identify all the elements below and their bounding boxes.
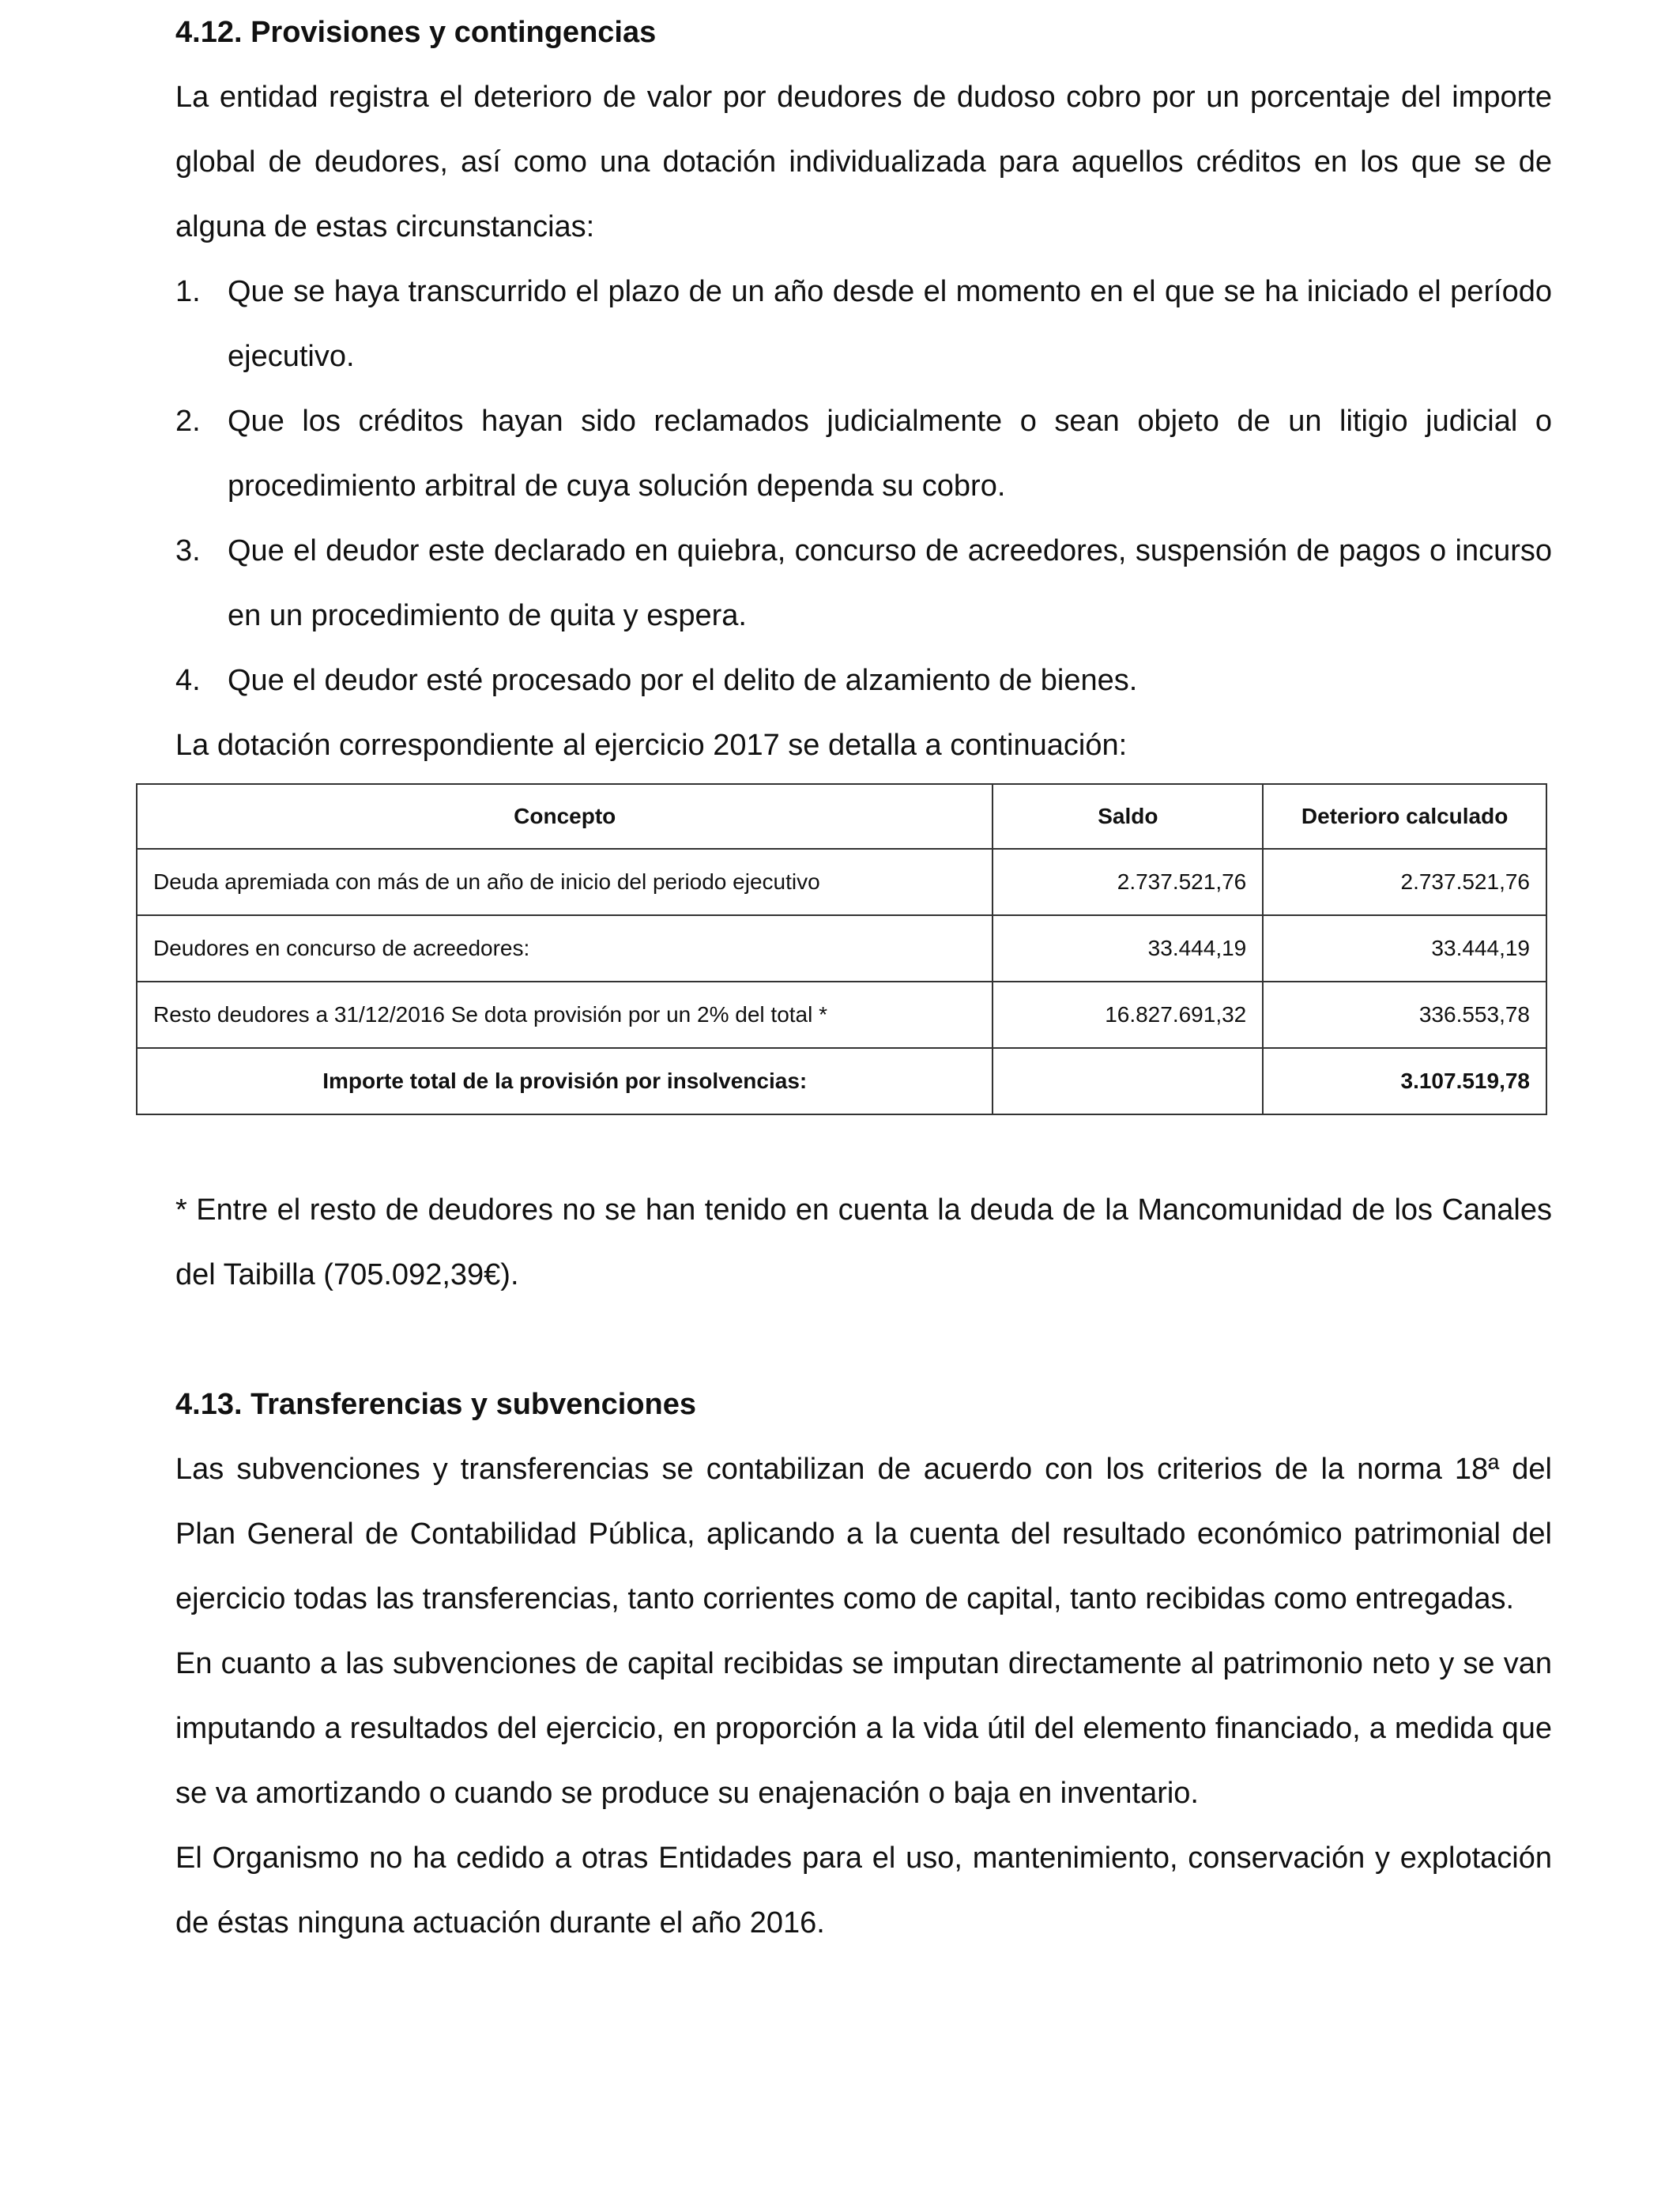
list-item-text: Que se haya transcurrido el plazo de un año desde el momento en el que se ha iniciado el período ejecutivo. <box>228 275 1552 373</box>
list-item-number: 1. <box>175 275 201 308</box>
section-heading: 4.13. Transferencias y subvenciones <box>175 1388 697 1421</box>
table-row <box>137 915 1546 982</box>
paragraph: En cuanto a las subvenciones de capital recibidas se imputan directamente al patrimonio neto y se van imputando a resultados del ejercicio, en proporción a la vida útil del elemento financiado, a medida que se va amortizando o cuando se produce su enajenación o baja en inventario. <box>175 1647 1552 1810</box>
cell-total-label: Importe total de la provisión por insolvencias: <box>137 1048 993 1114</box>
footnote: * Entre el resto de deudores no se han tenido en cuenta la deuda de la Mancomunidad de los Canales del Taibilla (705.092,39€). <box>175 1193 1552 1291</box>
cell-concepto: Deuda apremiada con más de un año de inicio del periodo ejecutivo <box>137 849 993 915</box>
table-total-row <box>137 1048 1546 1114</box>
cell-saldo: 33.444,19 <box>993 915 1263 982</box>
circumstances-list <box>175 259 1552 713</box>
provisions-table <box>136 783 1547 1115</box>
cell-total-saldo <box>993 1048 1263 1114</box>
header-concepto: Concepto <box>137 784 993 849</box>
list-item-number: 2. <box>175 405 201 438</box>
list-item <box>175 518 1552 648</box>
header-deterioro: Deterioro calculado <box>1263 784 1546 849</box>
table-row <box>137 982 1546 1048</box>
list-item-text: Que los créditos hayan sido reclamados judicialmente o sean objeto de un litigio judicial o procedimiento arbitral de cuya solución dependa su cobro. <box>228 405 1552 503</box>
list-item <box>175 259 1552 389</box>
table-header-row <box>137 784 1546 849</box>
paragraph: El Organismo no ha cedido a otras Entidades para el uso, mantenimiento, conservación y explotación de éstas ninguna actuación durante el año 2016. <box>175 1842 1552 1940</box>
section-4-12 <box>175 0 1552 778</box>
list-item-number: 3. <box>175 534 201 567</box>
table-row <box>137 849 1546 915</box>
cell-deterioro: 336.553,78 <box>1263 982 1546 1048</box>
cell-deterioro: 33.444,19 <box>1263 915 1546 982</box>
cell-deterioro: 2.737.521,76 <box>1263 849 1546 915</box>
list-item-text: Que el deudor este declarado en quiebra, concurso de acreedores, suspensión de pagos o incurso en un procedimiento de quita y espera. <box>228 534 1552 632</box>
cell-saldo: 2.737.521,76 <box>993 849 1263 915</box>
section-heading: 4.12. Provisiones y contingencias <box>175 16 657 49</box>
footnote-block <box>175 1178 1552 1307</box>
table-intro-paragraph: La dotación correspondiente al ejercicio 2017 se detalla a continuación: <box>175 729 1128 762</box>
paragraph: Las subvenciones y transferencias se contabilizan de acuerdo con los criterios de la norma 18ª del Plan General de Contabilidad Pública, aplicando a la cuenta del resultado económico patrimonial del ejercicio todas las transferencias, tanto corrientes como de capital, tanto recibidas como entregadas. <box>175 1453 1552 1615</box>
section-4-13 <box>175 1372 1552 1955</box>
cell-concepto: Resto deudores a 31/12/2016 Se dota provisión por un 2% del total * <box>137 982 993 1048</box>
cell-saldo: 16.827.691,32 <box>993 982 1263 1048</box>
list-item-text: Que el deudor esté procesado por el delito de alzamiento de bienes. <box>228 664 1138 697</box>
list-item <box>175 389 1552 518</box>
cell-concepto: Deudores en concurso de acreedores: <box>137 915 993 982</box>
header-saldo: Saldo <box>993 784 1263 849</box>
list-item <box>175 648 1552 713</box>
cell-total-deterioro: 3.107.519,78 <box>1263 1048 1546 1114</box>
section-intro-paragraph: La entidad registra el deterioro de valor por deudores de dudoso cobro por un porcentaje del importe global de deudores, así como una dotación individualizada para aquellos créditos en los que se de alguna de estas circunstancias: <box>175 81 1552 243</box>
list-item-number: 4. <box>175 664 201 697</box>
